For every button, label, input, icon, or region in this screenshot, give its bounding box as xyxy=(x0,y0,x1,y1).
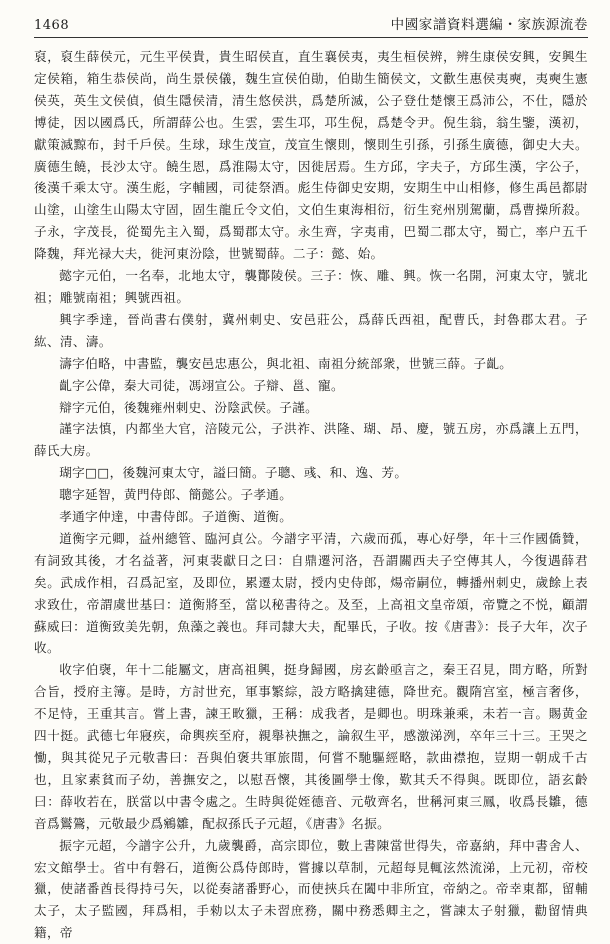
paragraph-3: 興字季達，晉尚書右僕射，冀州刺史、安邑莊公，爲薛氏西祖，配曹氏，封魯郡太君。子紘、清、濤。 xyxy=(34,311,588,349)
paragraph-4: 濤字伯略，中書監，襲安邑忠惠公，與北祖、南祖分統部衆，世號三薛。子齓。 xyxy=(59,355,513,371)
paragraph-12: 收字伯襃，年十二能屬文，唐高祖興，挺身歸國，房玄齡亟言之，秦王召見，問方略，所對合旨，授府主簿。是時，方討世充，軍事繁綜，設方略擒建德，降世充。觀隋宫室，極言奢侈，不足恃，王重其言。嘗上書，諫王畋獵，王稱：成我者，是卿也。明珠兼乘，未若一言。賜黄金四十挺。武德七年寢疾，命輿疾至府，親舉袂撫之，論叙生平，感激涕洌，卒年三十三。王哭之慟，與其從兄子元敬書曰：吾與伯褒共軍旅間，何嘗不馳驅經略，款曲襟抱，豈期一朝成千古也，且家素貧而子幼，善撫安之，以慰吾懷，其後圖學士像，歎其夭不得與。既即位，語玄齡曰：薛收若在，朕當以中書令處之。生時與從姪德音、元敬齊名，世稱河東三鳳，收爲長雛，德音爲鸑鷟，元敬最少爲鵷雛，配叔孫氏子元超，《唐書》名振。 xyxy=(34,662,588,831)
paragraph-11: 道衡字元卿，益州總管、臨河貞公。今譜字平清，六歲而孤，專心好學，年十三作國僑贊，有詞致其後，才名益著，河東裴獻日之曰：自鼎遷河洛，吾謂關西夫子空傳其人，今復遇薛君矣。武成作相，召爲記室，及即位，累遷太尉，授内史侍郎，煬帝嗣位，轉播州刺史，歲餘上表求致仕，帝謂虞世基曰：道衡將至，當以秘書待之。及至，上高祖文皇帝頌，帝覽之不悦，顧謂蘇威曰：道衡致美先朝，魚藻之義也。拜司隸大夫，配畢氏，子收。按《唐書》：長子大年，次子收。 xyxy=(34,530,588,656)
paragraph-6: 辯字元伯，後魏雍州刺史、汾陰武侯。子謹。 xyxy=(59,399,319,415)
paragraph-9: 聰字延智，黄門侍郎、簡懿公。子孝通。 xyxy=(59,487,293,503)
document-body xyxy=(34,38,588,944)
book-title: 中國家譜資料選編・家族源流卷 xyxy=(390,17,588,33)
paragraph-7: 謹字法慎，内都坐大官，涪陵元公，子洪祚、洪隆、瑚、昂、慶，號五房，亦爲讓上五門，薛氏大房。 xyxy=(34,421,588,459)
paragraph-5: 齓字公偉，秦大司徒，馮翊宣公。子辯、邕、寵。 xyxy=(59,377,344,393)
paragraph-2: 懿字元伯，一名奉，北地太守，襲酇陵侯。三子：恢、雕、興。恢一名開，河東太守，號北祖；雕號南祖；興號西祖。 xyxy=(34,268,588,305)
page-number: 1468 xyxy=(34,18,70,33)
paragraph-13: 振字元超，今譜字公升，九歲襲爵，高宗即位，數上書陳當世得失，帝嘉納，拜中書舍人、宏文館學士。省中有磐石，道衡公爲侍郎時，嘗據以草制，元超每見輒泫然流涕，上元初，帝校獵，使諸番酋長得持弓矢，以從奏諸番野心，而使挾兵在闔中非所宜，帝納之。帝幸東都，留輔太子，太子監國，拜爲相，手勑以太子未習庶務，關中務悉卿主之，嘗諫太子射獵，勸留情典籍，帝 xyxy=(34,837,588,941)
paragraph-1: 裒，裒生薛侯元，元生平侯貴，貴生昭侯直，直生襄侯夷，夷生桓侯辨，辨生康侯安興，安興生定侯箱，箱生恭侯尚，尚生景侯儀，魏生宣侯伯勛，伯勛生簡侯文，文歡生惠侯夷奭，夷奭生憲侯英，英生文侯偵，偵生隱侯清，清生悠侯洪，爲楚所滅，公子登仕楚懷王爲沛公，不仕，隱於博徒，因以國爲氏，所謂薛公也。生雲，雲生邛，邛生倪，爲楚令尹。倪生翁，翁生鑒，漢初，獻策滅黥布，封千戶侯。生球，球生茂宣，茂宣生懷則，懷則生引孫，引孫生廣德，御史大夫。廣德生饒，長沙太守。饒生恩，爲淮陽太守，因徙居焉。生方邱，字夫子，方邱生漢，字公子，後漢千乘太守。漢生彪，字輔國，司徒祭酒。彪生侍御史安期，安期生中山相修，修生禹邑都尉山塗，山塗生山陽太守固，固生龍丘令文伯，文伯生東海相衍，衍生兖州別駕蘭，爲曹操所殺。子永，字茂長，從蜀先主入蜀，爲蜀郡太守。永生齊，字夷甫，巴蜀二郡太守，蜀亡，率户五千降魏，拜光禄大夫，徙河東汾陰，世號蜀薛。二子：懿、始。 xyxy=(34,49,588,262)
page-header xyxy=(34,0,588,38)
paragraph-10: 孝通字仲達，中書侍郎。子道衡、道衡。 xyxy=(59,509,293,525)
paragraph-8: 瑚字□□，後魏河東太守，謚曰簡。子聰、彧、和、逸、芳。 xyxy=(59,465,408,481)
